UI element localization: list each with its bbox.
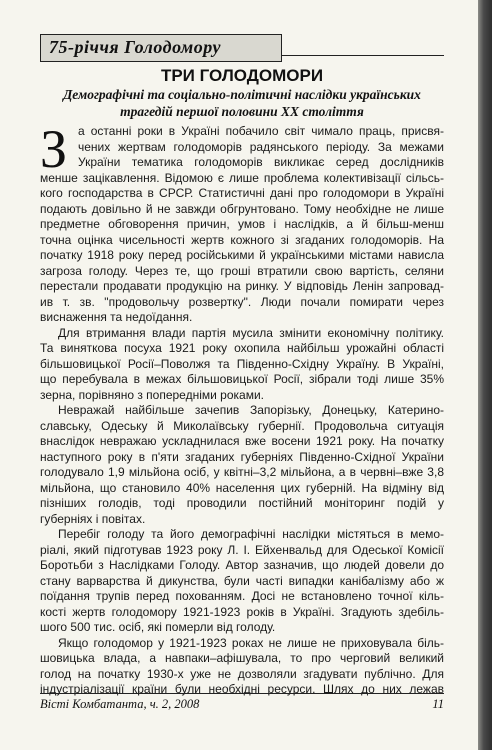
article-title: ТРИ ГОЛОДОМОРИ [160,66,324,85]
paragraph-line: наступного року в п'яти згаданих губерніях Південно-Східної України [40,449,444,464]
paragraph-line: Невражай найбільше зачепив Запорізьку, Донецьку, Катерино- [58,403,444,417]
paragraph-line: перестали продавати продукцію на ринку. У відповідь Ленін запровад- [40,279,444,293]
paragraph-line: кості жертв голодомору 1921-1923 років в Україні. Згадують здебіль- [40,604,444,619]
footer-rule [40,693,444,694]
paragraph-line: Боротьби з Наслідками Голоду. Автор зазначив, що людей довели до [40,558,444,572]
paragraph-line: стану варварства й дикунства, були часті випадки канібалізму або ж [40,573,444,588]
paragraph-line: внаслідок невражаю ускладнилася вже восени 1921 року. На початку [40,434,444,448]
paragraph-line: індустріалізації країни були необхідні ресурси. Шлях до них лежав [40,682,444,696]
paragraph-line: голод на початку 1930-х уже не дозволяли згадувати публічно. Для [40,666,444,681]
paragraph-line: шовицька влада, а навпаки–афішувала, то про черговий великий [40,651,444,665]
subtitle-line: трагедій першої половини ХХ століття [120,104,364,119]
section-header [40,34,282,62]
paragraph-line: мільйона, що становило 40% населення цих губерній. На відміну від [40,480,444,495]
paragraph-line: зерна, порівняно з попередніми роками. [40,387,264,402]
paragraph-line: Якщо голодомор у 1921-1923 роках не лише не приховувала біль- [58,635,444,650]
article-subtitle [40,86,444,120]
paragraph-line: що перебувала в межах більшовицької Росії, зібрали тоді лише 35% [40,372,444,386]
paragraph-line: більшовицької Росії–Поволжя та Південно-Східну Україну. В Україні, [40,356,444,371]
paragraph-line: шого 500 тис. осіб, які померли від голоду. [40,620,276,634]
paragraph-line: Для втримання влади партія мусила змінити економічну політику. [58,325,444,340]
page-number: 11 [432,697,444,711]
paragraph-line: предметне обговорення причин, умов і наслідків, а й більш-менш [40,217,444,231]
paragraph-line: пізніших голодів, тоді проводили постійний моніторинг подій у [40,496,444,510]
paragraph-line: Перебіг голоду та його демографічні наслідки містяться в мемо- [58,527,444,541]
paragraph-line: Та виняткова посуха 1921 року охопила найбільш урожайні області [40,341,444,355]
paragraph-line: славську, Одеську й Миколаївську губернії. Продовольча ситуація [40,418,444,433]
paragraph-line: кого господарства в СРСР. Статистичні дані про голодомори в Україні [40,186,444,200]
paragraph-line: а останні роки в Україні побачило світ чимало праць, присвя- [78,124,444,138]
paragraph-line: ив т. зв. "продовольчу розвертку". Люди почали помирати через [40,294,444,309]
page-edge-shadow [478,0,492,750]
paragraph-line: поїдання трупів перед похованням. Досі не встановлено точної кіль- [40,589,444,603]
paragraph-line: голодувало 1,9 мільйона осіб, у квітні–3,2 мільйона, а в червні–вже 3,8 [40,465,444,479]
drop-cap: З [40,119,68,179]
paragraph-line: початку 1918 року перед російськими й українськими містами нависла [40,248,444,262]
paragraph-line: загроза голоду. Через те, що гроші втратили свою вартість, селяни [40,263,444,278]
paragraph-line: подають довільно й не завжди обгрунтовано. Тому необхідне не лише [40,201,444,216]
paragraph-line: України тематика голодоморів викликає серед дослідників [78,155,444,169]
paragraph-line: точна оцінка чисельності жертв кожного зі згаданих голодоморів. На [40,232,444,247]
section-title: 75-річчя Голодомору [49,37,221,57]
paragraph-line: менше зацікавлення. Відомою є лише проблема колективізації сільсь- [40,170,444,185]
paragraph-line: губерніях і повітах. [40,511,146,526]
article-body [40,119,444,698]
paragraph-line: ріалі, який підготував 1923 року Л. І. Ейхенвальд для Одеської Комісії [40,542,444,557]
journal-issue: Вісті Комбатанта, ч. 2, 2008 [40,697,200,711]
paragraph-line: виснаження та недоїдання. [40,310,193,324]
subtitle-line: Демографічні та соціально-політичні наслідки українських [63,87,421,102]
paragraph-line: чених жертвам голодоморів радянського періоду. За межами [78,139,444,154]
header-rule [281,55,444,56]
